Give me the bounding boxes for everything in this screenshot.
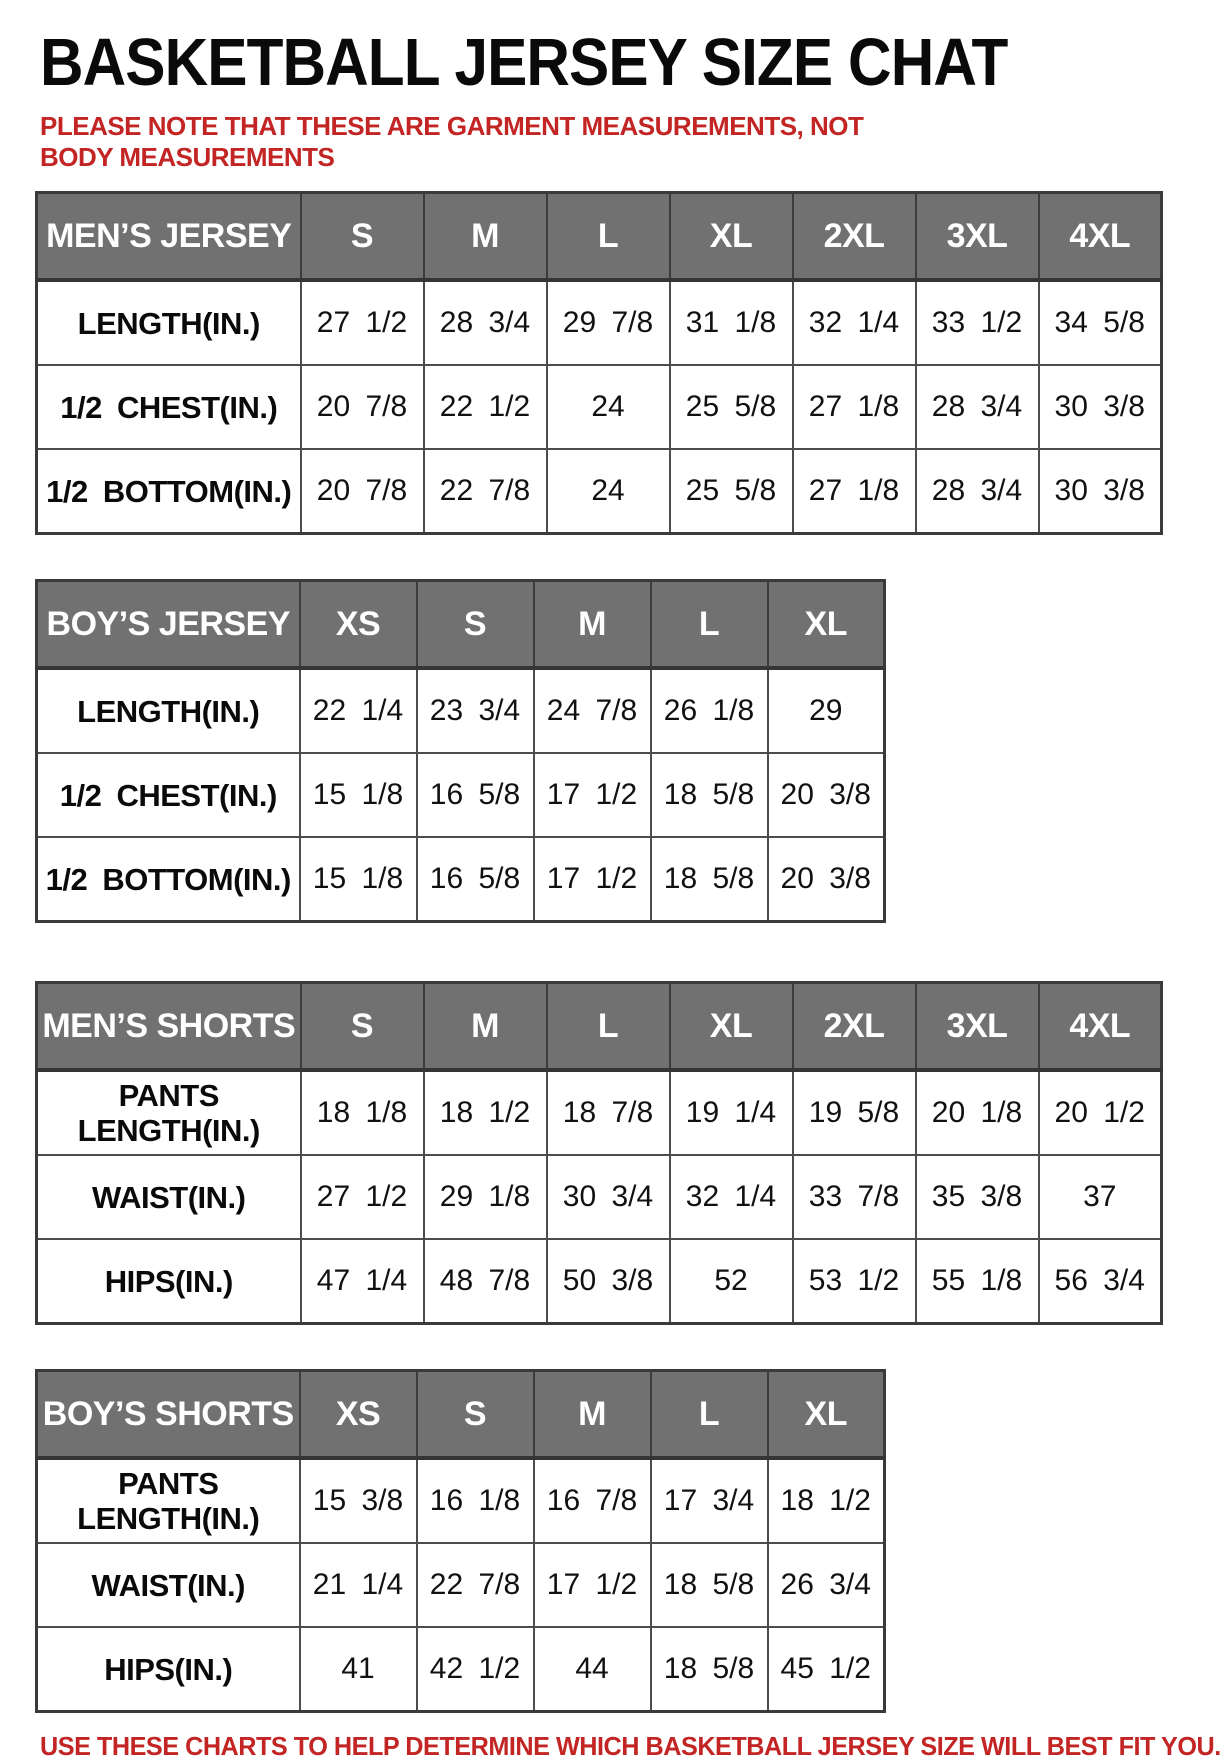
size-value-cell: 17 1/2 [534, 753, 651, 837]
table-row [37, 1239, 1162, 1324]
size-value-cell: 18 1/2 [768, 1458, 885, 1543]
size-value-cell: 30 3/8 [1039, 449, 1162, 534]
boys-shorts-title-cell: BOY’S SHORTS [37, 1371, 300, 1459]
size-value-cell: 28 3/4 [424, 280, 547, 365]
row-label: PANTS LENGTH(IN.) [37, 1070, 301, 1155]
boys-jersey-size-header: S [417, 581, 534, 669]
size-value-cell: 18 5/8 [651, 753, 768, 837]
row-label: HIPS(IN.) [37, 1239, 301, 1324]
size-value-cell: 15 1/8 [300, 753, 417, 837]
boys-jersey-size-header: M [534, 581, 651, 669]
size-value-cell: 33 1/2 [916, 280, 1039, 365]
size-value-cell: 29 [768, 668, 885, 753]
size-value-cell: 17 1/2 [534, 1543, 651, 1627]
size-value-cell: 32 1/4 [793, 280, 916, 365]
size-value-cell: 25 5/8 [670, 449, 793, 534]
mens-jersey-size-header: XL [670, 193, 793, 281]
size-value-cell: 44 [534, 1627, 651, 1712]
size-value-cell: 18 5/8 [651, 1543, 768, 1627]
row-label: HIPS(IN.) [37, 1627, 300, 1712]
size-value-cell: 18 7/8 [547, 1070, 670, 1155]
table-row [37, 1070, 1162, 1155]
size-value-cell: 52 [670, 1239, 793, 1324]
size-value-cell: 27 1/8 [793, 365, 916, 449]
boys-jersey-table [35, 579, 886, 923]
size-value-cell: 18 5/8 [651, 837, 768, 922]
size-value-cell: 22 7/8 [417, 1543, 534, 1627]
mens-jersey-size-header: 4XL [1039, 193, 1162, 281]
size-value-cell: 30 3/4 [547, 1155, 670, 1239]
size-value-cell: 47 1/4 [301, 1239, 424, 1324]
boys-jersey-size-header: XL [768, 581, 885, 669]
size-value-cell: 21 1/4 [300, 1543, 417, 1627]
size-value-cell: 20 3/8 [768, 753, 885, 837]
size-value-cell: 34 5/8 [1039, 280, 1162, 365]
mens-jersey-size-header: 3XL [916, 193, 1039, 281]
table-row [37, 753, 885, 837]
mens-jersey-title-cell: MEN’S JERSEY [37, 193, 301, 281]
mens-jersey-header-row [37, 193, 1162, 281]
mens-shorts-size-header: 3XL [916, 983, 1039, 1071]
size-value-cell: 20 7/8 [301, 365, 424, 449]
size-value-cell: 24 [547, 365, 670, 449]
size-value-cell: 16 1/8 [417, 1458, 534, 1543]
mens-shorts-table [35, 981, 1163, 1325]
size-value-cell: 17 1/2 [534, 837, 651, 922]
size-value-cell: 55 1/8 [916, 1239, 1039, 1324]
table-row [37, 1627, 885, 1712]
size-value-cell: 23 3/4 [417, 668, 534, 753]
size-value-cell: 56 3/4 [1039, 1239, 1162, 1324]
size-value-cell: 24 7/8 [534, 668, 651, 753]
table-row [37, 1543, 885, 1627]
mens-shorts-size-header: 4XL [1039, 983, 1162, 1071]
mens-shorts-title-cell: MEN’S SHORTS [37, 983, 301, 1071]
size-value-cell: 22 1/4 [300, 668, 417, 753]
boys-shorts-table [35, 1369, 886, 1713]
size-value-cell: 25 5/8 [670, 365, 793, 449]
mens-shorts-size-header: L [547, 983, 670, 1071]
size-value-cell: 33 7/8 [793, 1155, 916, 1239]
table-row [37, 1458, 885, 1543]
size-value-cell: 18 1/2 [424, 1070, 547, 1155]
row-label: 1/2 CHEST(IN.) [37, 753, 300, 837]
boys-shorts-header-row [37, 1371, 885, 1459]
mens-jersey-size-header: M [424, 193, 547, 281]
row-label: LENGTH(IN.) [37, 668, 300, 753]
page-title: BASKETBALL JERSEY SIZE CHAT [40, 25, 1008, 100]
mens-shorts-size-header: S [301, 983, 424, 1071]
mens-shorts-size-header: M [424, 983, 547, 1071]
size-value-cell: 35 3/8 [916, 1155, 1039, 1239]
size-value-cell: 20 3/8 [768, 837, 885, 922]
size-value-cell: 30 3/8 [1039, 365, 1162, 449]
size-value-cell: 28 3/4 [916, 365, 1039, 449]
table-row [37, 1155, 1162, 1239]
size-value-cell: 15 3/8 [300, 1458, 417, 1543]
size-value-cell: 27 1/2 [301, 1155, 424, 1239]
size-value-cell: 29 1/8 [424, 1155, 547, 1239]
size-value-cell: 16 5/8 [417, 837, 534, 922]
mens-jersey-table [35, 191, 1163, 535]
size-value-cell: 18 5/8 [651, 1627, 768, 1712]
size-value-cell: 16 7/8 [534, 1458, 651, 1543]
size-value-cell: 29 7/8 [547, 280, 670, 365]
boys-jersey-size-header: XS [300, 581, 417, 669]
boys-shorts-size-header: XL [768, 1371, 885, 1459]
size-value-cell: 19 5/8 [793, 1070, 916, 1155]
size-value-cell: 32 1/4 [670, 1155, 793, 1239]
table-row [37, 837, 885, 922]
size-value-cell: 27 1/2 [301, 280, 424, 365]
size-value-cell: 31 1/8 [670, 280, 793, 365]
size-value-cell: 16 5/8 [417, 753, 534, 837]
mens-jersey-size-header: L [547, 193, 670, 281]
mens-shorts-size-header: 2XL [793, 983, 916, 1071]
mens-shorts-header-row [37, 983, 1162, 1071]
size-value-cell: 19 1/4 [670, 1070, 793, 1155]
row-label: WAIST(IN.) [37, 1543, 300, 1627]
mens-jersey-size-header: S [301, 193, 424, 281]
row-label: 1/2 CHEST(IN.) [37, 365, 301, 449]
size-value-cell: 48 7/8 [424, 1239, 547, 1324]
size-value-cell: 37 [1039, 1155, 1162, 1239]
size-value-cell: 53 1/2 [793, 1239, 916, 1324]
best-fit-note: USE THESE CHARTS TO HELP DETERMINE WHICH BASKETBALL JERSEY SIZE WILL BEST FIT YOU. [40, 1731, 1221, 1762]
garment-measurement-note: PLEASE NOTE THAT THESE ARE GARMENT MEASUREMENTS, NOT BODY MEASUREMENTS [40, 111, 864, 173]
table-row [37, 449, 1162, 534]
size-tables [35, 191, 1200, 1713]
size-value-cell: 20 1/8 [916, 1070, 1039, 1155]
size-value-cell: 18 1/8 [301, 1070, 424, 1155]
size-value-cell: 24 [547, 449, 670, 534]
size-value-cell: 17 3/4 [651, 1458, 768, 1543]
boys-shorts-size-header: L [651, 1371, 768, 1459]
boys-jersey-header-row [37, 581, 885, 669]
size-value-cell: 27 1/8 [793, 449, 916, 534]
row-label: PANTS LENGTH(IN.) [37, 1458, 300, 1543]
mens-jersey-size-header: 2XL [793, 193, 916, 281]
table-row [37, 365, 1162, 449]
mens-shorts-size-header: XL [670, 983, 793, 1071]
boys-shorts-size-header: S [417, 1371, 534, 1459]
size-value-cell: 20 7/8 [301, 449, 424, 534]
size-value-cell: 41 [300, 1627, 417, 1712]
size-value-cell: 22 1/2 [424, 365, 547, 449]
table-row [37, 280, 1162, 365]
boys-shorts-size-header: M [534, 1371, 651, 1459]
size-value-cell: 15 1/8 [300, 837, 417, 922]
table-row [37, 668, 885, 753]
size-value-cell: 28 3/4 [916, 449, 1039, 534]
row-label: LENGTH(IN.) [37, 280, 301, 365]
size-value-cell: 22 7/8 [424, 449, 547, 534]
size-value-cell: 50 3/8 [547, 1239, 670, 1324]
boys-jersey-title-cell: BOY’S JERSEY [37, 581, 300, 669]
size-value-cell: 45 1/2 [768, 1627, 885, 1712]
row-label: WAIST(IN.) [37, 1155, 301, 1239]
row-label: 1/2 BOTTOM(IN.) [37, 837, 300, 922]
row-label: 1/2 BOTTOM(IN.) [37, 449, 301, 534]
boys-shorts-size-header: XS [300, 1371, 417, 1459]
size-value-cell: 26 1/8 [651, 668, 768, 753]
size-value-cell: 20 1/2 [1039, 1070, 1162, 1155]
size-value-cell: 42 1/2 [417, 1627, 534, 1712]
boys-jersey-size-header: L [651, 581, 768, 669]
size-value-cell: 26 3/4 [768, 1543, 885, 1627]
